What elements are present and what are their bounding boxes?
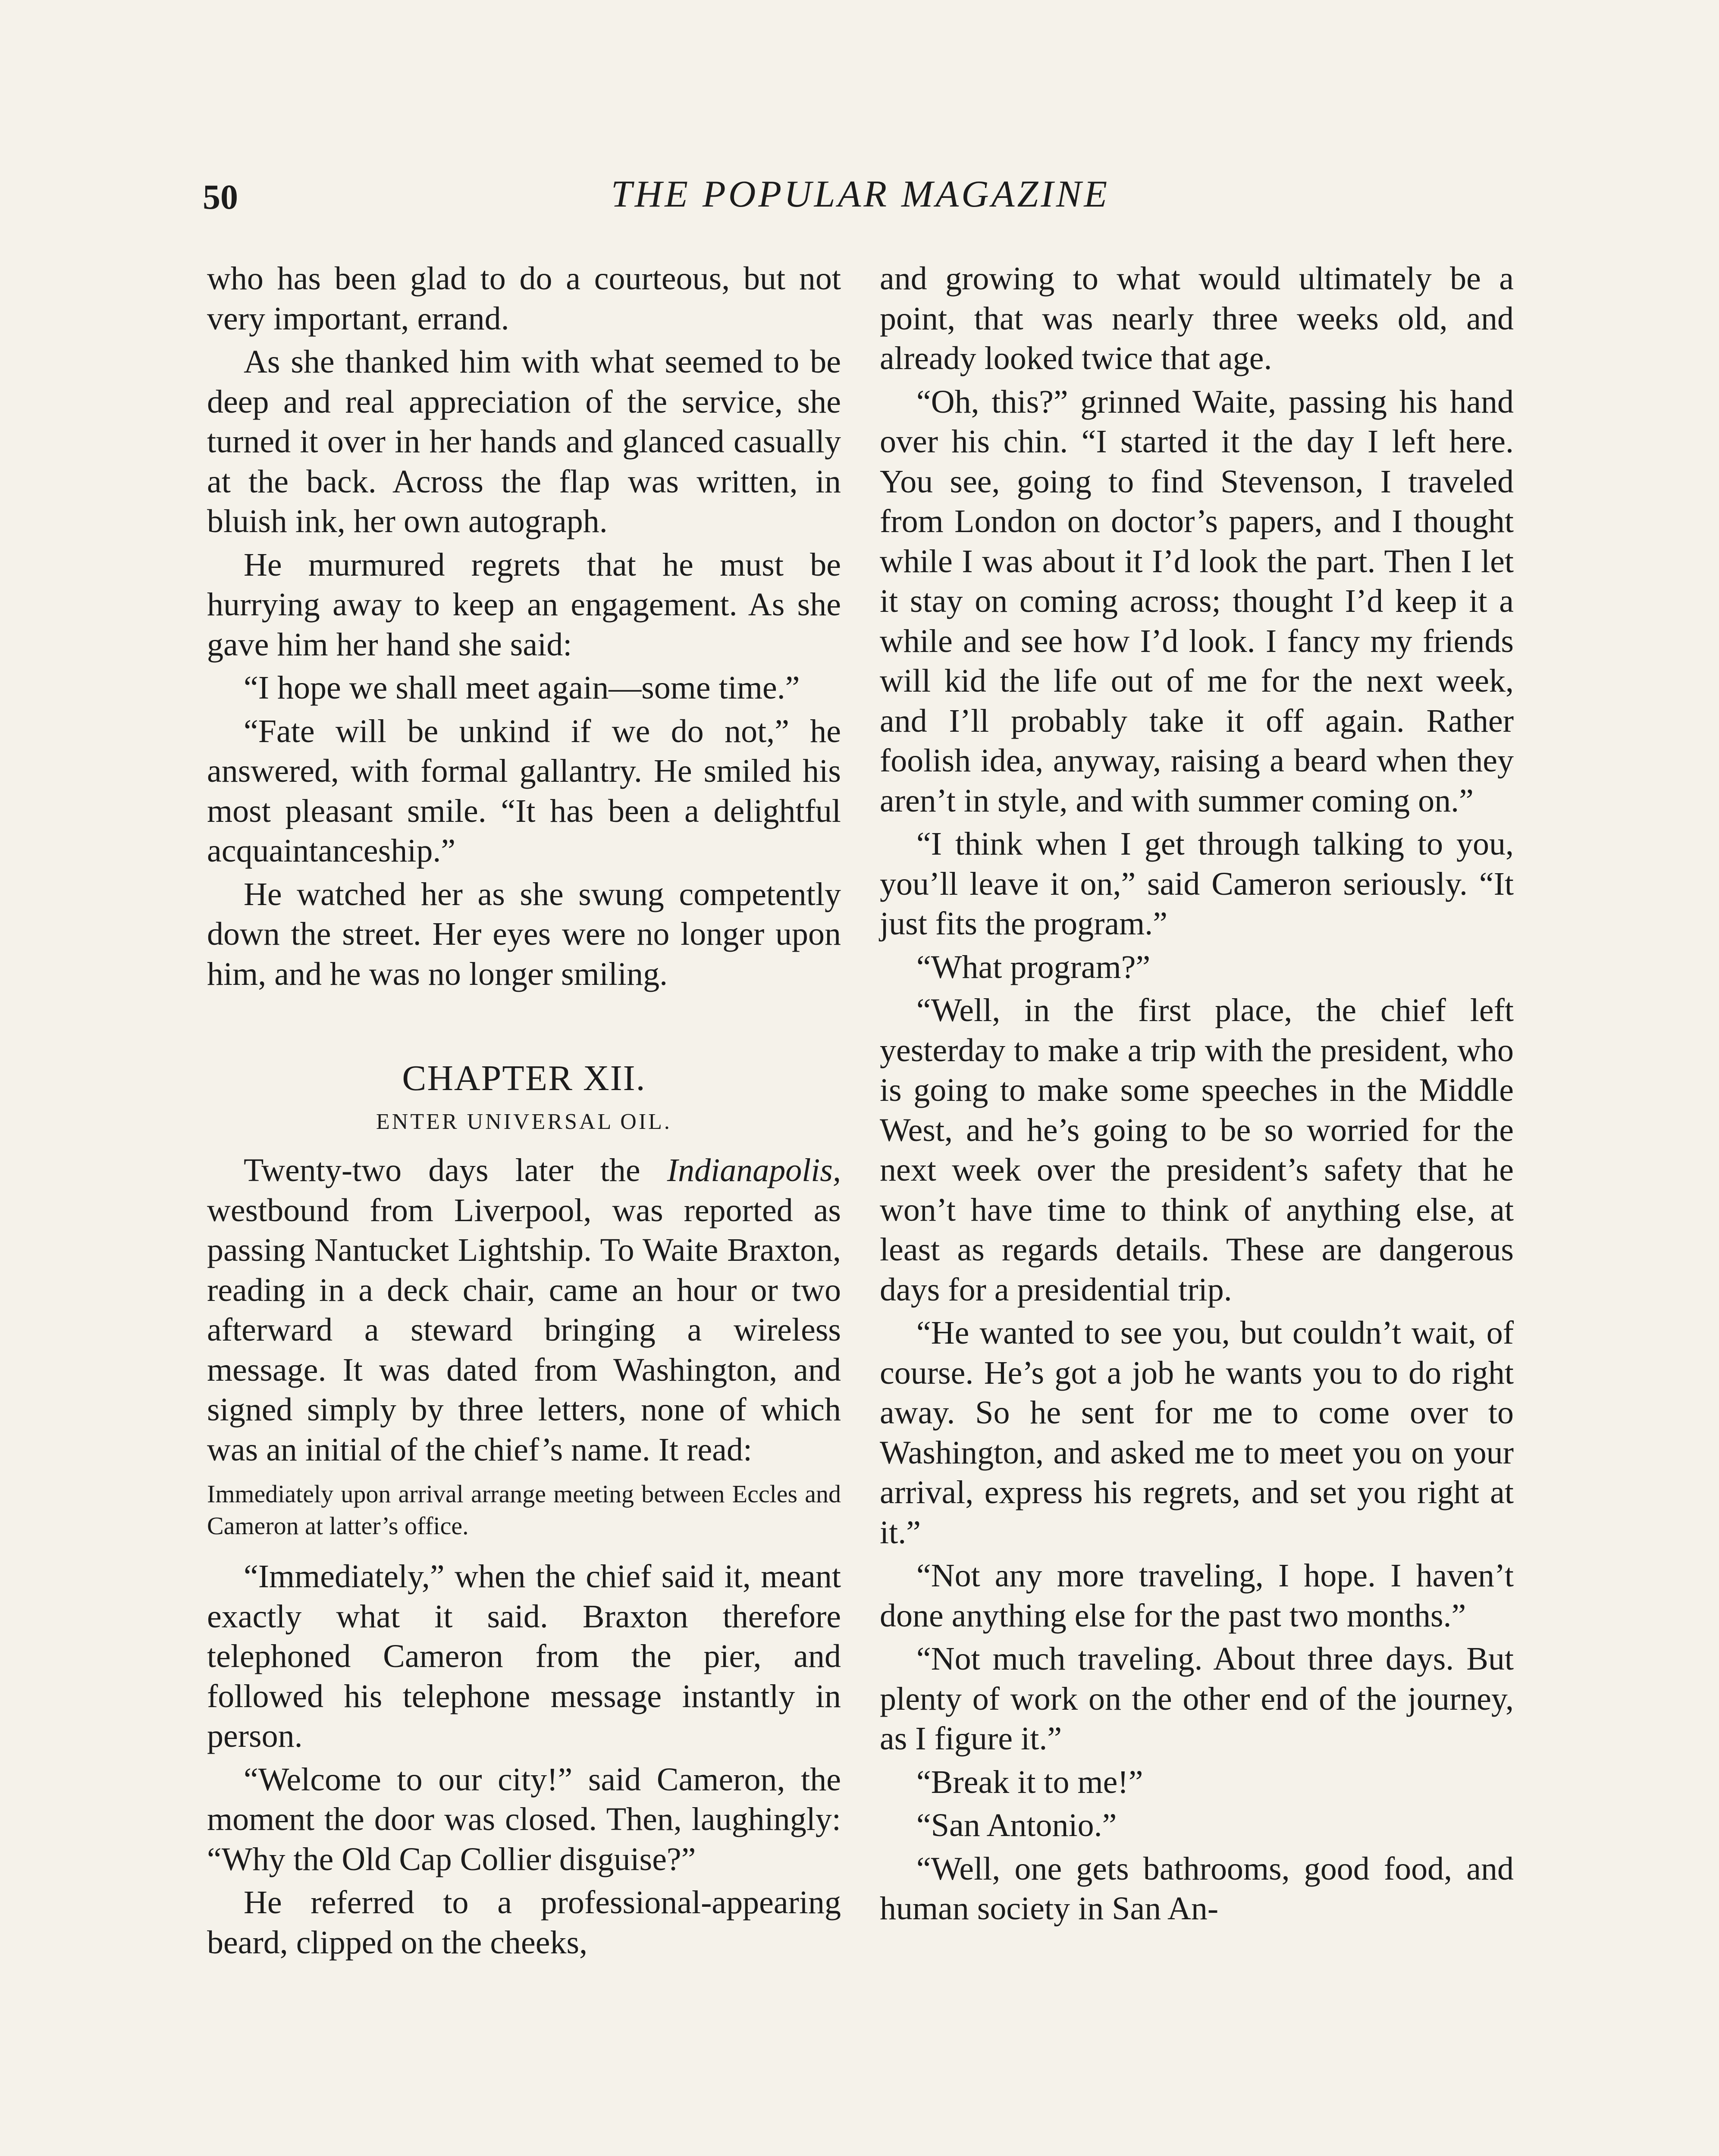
paragraph: “Oh, this?” grinned Waite, passing his hand over his chin. “I started it the day I left here. You see, going to find Stevenson, I traveled from London on doctor’s papers, and I thought while I was about it I’d look the part. Then I let it stay on coming across; thought I’d keep it a while and see how I’d look. I fancy my friends will kid the life out of me for the next week, and I’ll probably take it off again. Rather foolish idea, anyway, raising a beard when they aren’t in style, and with summer coming on.” bbox=[880, 383, 1514, 819]
running-head bbox=[203, 172, 1518, 233]
paragraph: who has been glad to do a courteous, but not very important, errand. bbox=[207, 260, 841, 337]
paragraph: “Well, one gets bathrooms, good food, and human society in San An- bbox=[880, 1850, 1514, 1927]
page-number: 50 bbox=[203, 177, 238, 216]
right-column bbox=[880, 259, 1514, 1932]
ship-name: Indianapolis, bbox=[667, 1152, 841, 1188]
paragraph: “Well, in the first place, the chief left yesterday to make a trip with the president, who is going to make some speeches in the Middle West, and he’s going to be so worried for the next week over the president’s safety that he won’t have time to think of anything else, at least as regards details. These are dangerous days for a presidential trip. bbox=[880, 992, 1514, 1308]
magazine-title: THE POPULAR MAGAZINE bbox=[611, 173, 1110, 215]
wireless-message: Immediately upon arrival arrange meeting between Eccles and Cameron at latter’s office. bbox=[207, 1480, 841, 1540]
paragraph: “Break it to me!” bbox=[916, 1764, 1143, 1800]
paragraph: He referred to a professional-appearing beard, clipped on the cheeks, bbox=[207, 1884, 841, 1961]
paragraph: “Immediately,” when the chief said it, meant exactly what it said. Braxton therefore telephoned Cameron from the pier, and followed his telephone message instantly in person. bbox=[207, 1558, 841, 1754]
paragraph: “Welcome to our city!” said Cameron, the moment the door was closed. Then, laughingly: “Why the Old Cap Collier disguise?” bbox=[207, 1761, 841, 1877]
paragraph: “He wanted to see you, but couldn’t wait, of course. He’s got a job he wants you to do right away. So he sent for me to come over to Washington, and asked me to meet you on your arrival, express his regrets, and set you right at it.” bbox=[880, 1315, 1514, 1551]
paragraph: “Fate will be unkind if we do not,” he answered, with formal gallantry. He smiled his most pleasant smile. “It has been a delightful acquaintanceship.” bbox=[207, 713, 841, 869]
paragraph: He watched her as she swung competently down the street. Her eyes were no longer upon him, and he was no longer smiling. bbox=[207, 876, 841, 992]
left-column bbox=[207, 259, 841, 1966]
paragraph: As she thanked him with what seemed to be deep and real appreciation of the service, she turned it over in her hands and glanced casually at the back. Across the flap was written, in bluish ink, her own autograph. bbox=[207, 344, 841, 539]
paragraph-text: westbound from Liverpool, was reported as passing Nantucket Lightship. To Waite Braxton, reading in a deck chair, came an hour or two afterward a steward bringing a wireless message. It was dated from Washington, and signed simply by three letters, none of which was an initial of the chief’s name. It read: bbox=[207, 1192, 841, 1468]
paragraph bbox=[207, 1150, 841, 1470]
paragraph: “San Antonio.” bbox=[916, 1807, 1117, 1843]
paragraph: “Not any more traveling, I hope. I haven’t done anything else for the past two months.” bbox=[880, 1557, 1514, 1634]
paragraph: “I think when I get through talking to you, you’ll leave it on,” said Cameron seriously. “It just fits the program.” bbox=[880, 826, 1514, 942]
paragraph: “Not much traveling. About three days. But plenty of work on the other end of the journey, as I figure it.” bbox=[880, 1641, 1514, 1757]
chapter-title: CHAPTER XII. bbox=[402, 1058, 646, 1098]
paragraph-text: Twenty-two days later the bbox=[244, 1152, 667, 1188]
chapter-subtitle: ENTER UNIVERSAL OIL. bbox=[376, 1109, 672, 1134]
paragraph: “I hope we shall meet again—some time.” bbox=[244, 670, 800, 706]
paragraph: He murmured regrets that he must be hurrying away to keep an engagement. As she gave him her hand she said: bbox=[207, 546, 841, 663]
paragraph: “What program?” bbox=[916, 949, 1151, 985]
paragraph: and growing to what would ultimately be a point, that was nearly three weeks old, and already looked twice that age. bbox=[880, 260, 1514, 376]
